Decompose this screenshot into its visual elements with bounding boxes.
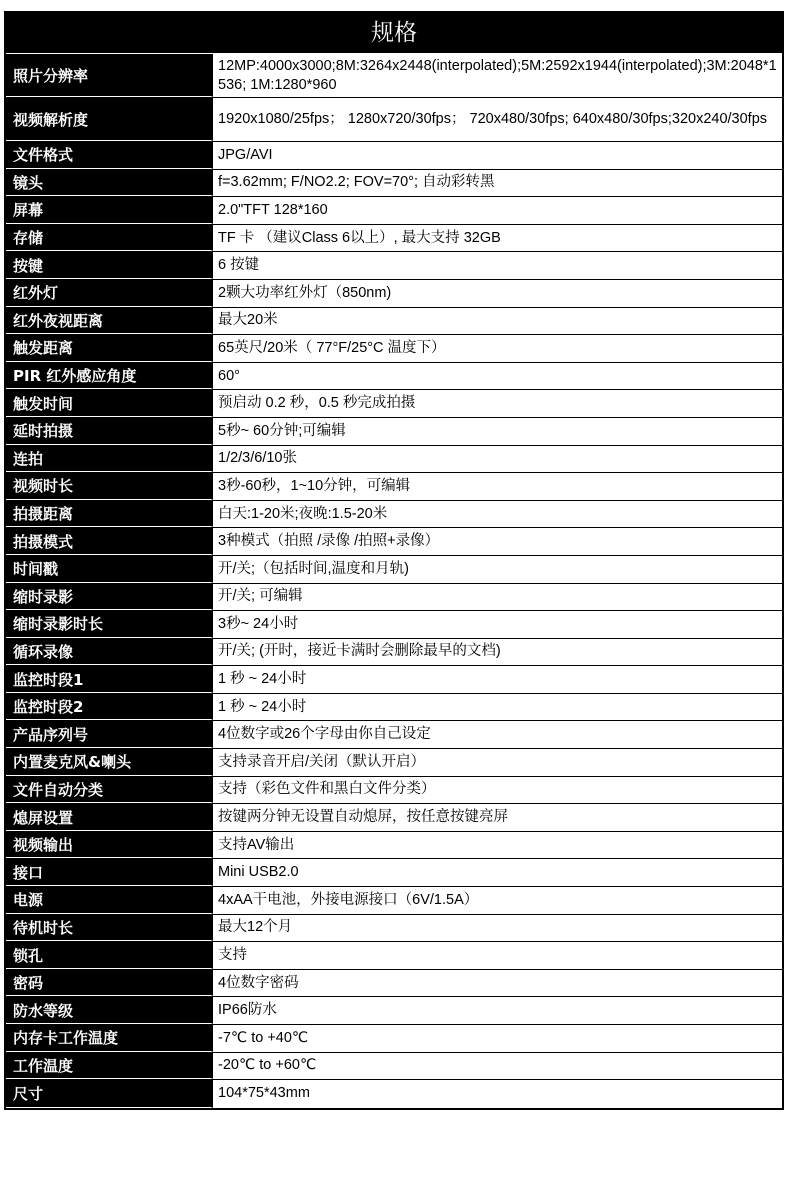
spec-row xyxy=(6,915,782,943)
spec-row xyxy=(6,390,782,418)
spec-value: 开/关;（包括时间,温度和月轨) xyxy=(213,556,782,583)
spec-label: 时间戳 xyxy=(6,556,213,583)
spec-value: 2.0"TFT 128*160 xyxy=(213,197,782,224)
spec-label: 循环录像 xyxy=(6,639,213,666)
spec-row xyxy=(6,887,782,915)
spec-value: 60° xyxy=(213,363,782,390)
spec-value: 按键两分钟无设置自动熄屏，按任意按键亮屏 xyxy=(213,804,782,831)
spec-row xyxy=(6,280,782,308)
spec-row xyxy=(6,942,782,970)
spec-value: 1/2/3/6/10张 xyxy=(213,446,782,473)
spec-value: IP66防水 xyxy=(213,997,782,1024)
spec-row xyxy=(6,446,782,474)
spec-label: 尺寸 xyxy=(6,1080,213,1108)
spec-label: 红外灯 xyxy=(6,280,213,307)
spec-value: f=3.62mm; F/NO2.2; FOV=70°; 自动彩转黑 xyxy=(213,170,782,197)
spec-label: 触发时间 xyxy=(6,390,213,417)
spec-label: 按键 xyxy=(6,252,213,279)
spec-row xyxy=(6,970,782,998)
spec-row xyxy=(6,997,782,1025)
spec-value: 4位数字或26个字母由你自己设定 xyxy=(213,721,782,748)
spec-row xyxy=(6,804,782,832)
spec-row xyxy=(6,501,782,529)
spec-label: 触发距离 xyxy=(6,335,213,362)
spec-row xyxy=(6,335,782,363)
spec-value: 3种模式（拍照 /录像 /拍照+录像） xyxy=(213,528,782,555)
spec-value: 3秒-60秒，1~10分钟，可编辑 xyxy=(213,473,782,500)
spec-value: 开/关; 可编辑 xyxy=(213,584,782,611)
spec-row xyxy=(6,584,782,612)
spec-row xyxy=(6,1025,782,1053)
spec-label: 监控时段2 xyxy=(6,694,213,721)
spec-label: 视频输出 xyxy=(6,832,213,859)
spec-row xyxy=(6,1080,782,1108)
spec-value: 支持（彩色文件和黑白文件分类） xyxy=(213,777,782,804)
spec-label: 屏幕 xyxy=(6,197,213,224)
spec-row xyxy=(6,142,782,170)
spec-label: 熄屏设置 xyxy=(6,804,213,831)
spec-label: 锁孔 xyxy=(6,942,213,969)
spec-value: -20℃ to +60℃ xyxy=(213,1053,782,1080)
spec-value: 2颗大功率红外灯（850nm) xyxy=(213,280,782,307)
spec-row xyxy=(6,418,782,446)
spec-label: 监控时段1 xyxy=(6,666,213,693)
spec-row xyxy=(6,694,782,722)
spec-row xyxy=(6,54,782,98)
spec-value: 3秒~ 24小时 xyxy=(213,611,782,638)
spec-value: -7℃ to +40℃ xyxy=(213,1025,782,1052)
spec-label: 缩时录影时长 xyxy=(6,611,213,638)
spec-value: JPG/AVI xyxy=(213,142,782,169)
spec-label: 防水等级 xyxy=(6,997,213,1024)
spec-rows xyxy=(6,54,782,1108)
spec-row xyxy=(6,859,782,887)
spec-value: 预启动 0.2 秒，0.5 秒完成拍摄 xyxy=(213,390,782,417)
spec-row xyxy=(6,252,782,280)
spec-row xyxy=(6,363,782,391)
spec-label: 存储 xyxy=(6,225,213,252)
spec-value: 65英尺/20米（ 77°F/25°C 温度下） xyxy=(213,335,782,362)
spec-label: 产品序列号 xyxy=(6,721,213,748)
spec-row xyxy=(6,556,782,584)
spec-row xyxy=(6,197,782,225)
spec-value: Mini USB2.0 xyxy=(213,859,782,886)
spec-value: 4位数字密码 xyxy=(213,970,782,997)
spec-value: 12MP:4000x3000;8M:3264x2448(interpolated);5M:2592x1944(interpolated);3M:2048*1536; 1M:1280*960 xyxy=(213,54,782,97)
spec-value: 开/关; (开时，接近卡满时会删除最早的文档) xyxy=(213,639,782,666)
spec-label: 工作温度 xyxy=(6,1053,213,1080)
spec-label: 缩时录影 xyxy=(6,584,213,611)
spec-label: 密码 xyxy=(6,970,213,997)
spec-value: 4xAA干电池，外接电源接口（6V/1.5A） xyxy=(213,887,782,914)
spec-value: 1 秒 ~ 24小时 xyxy=(213,694,782,721)
spec-label: 视频解析度 xyxy=(6,98,213,141)
spec-label: 延时拍摄 xyxy=(6,418,213,445)
spec-row xyxy=(6,639,782,667)
spec-row xyxy=(6,832,782,860)
spec-row xyxy=(6,98,782,142)
spec-row xyxy=(6,1053,782,1081)
spec-label: 待机时长 xyxy=(6,915,213,942)
spec-value: 白天:1-20米;夜晚:1.5-20米 xyxy=(213,501,782,528)
spec-label: 文件自动分类 xyxy=(6,777,213,804)
spec-value: 5秒~ 60分钟;可编辑 xyxy=(213,418,782,445)
spec-label: 视频时长 xyxy=(6,473,213,500)
spec-label: 拍摄距离 xyxy=(6,501,213,528)
spec-label: 内存卡工作温度 xyxy=(6,1025,213,1052)
spec-row xyxy=(6,666,782,694)
spec-value: 6 按键 xyxy=(213,252,782,279)
spec-label: 拍摄模式 xyxy=(6,528,213,555)
spec-row xyxy=(6,225,782,253)
spec-label: 镜头 xyxy=(6,170,213,197)
spec-value: 1920x1080/25fps； 1280x720/30fps； 720x480/30fps; 640x480/30fps;320x240/30fps xyxy=(213,98,782,141)
spec-row xyxy=(6,528,782,556)
spec-row xyxy=(6,473,782,501)
spec-value: TF 卡 （建议Class 6以上）, 最大支持 32GB xyxy=(213,225,782,252)
spec-row xyxy=(6,777,782,805)
spec-title: 规格 xyxy=(6,13,782,54)
spec-value: 支持 xyxy=(213,942,782,969)
spec-value: 支持AV输出 xyxy=(213,832,782,859)
spec-row xyxy=(6,308,782,336)
spec-table xyxy=(4,11,784,1110)
spec-label: 红外夜视距离 xyxy=(6,308,213,335)
spec-label: 接口 xyxy=(6,859,213,886)
spec-label: 连拍 xyxy=(6,446,213,473)
spec-row xyxy=(6,611,782,639)
spec-label: 电源 xyxy=(6,887,213,914)
spec-row xyxy=(6,749,782,777)
spec-row xyxy=(6,170,782,198)
spec-label: 内置麦克风&喇头 xyxy=(6,749,213,776)
spec-label: 文件格式 xyxy=(6,142,213,169)
spec-value: 支持录音开启/关闭（默认开启） xyxy=(213,749,782,776)
spec-label: PIR 红外感应角度 xyxy=(6,363,213,390)
spec-row xyxy=(6,721,782,749)
spec-value: 最大20米 xyxy=(213,308,782,335)
spec-value: 104*75*43mm xyxy=(213,1080,782,1108)
spec-value: 1 秒 ~ 24小时 xyxy=(213,666,782,693)
spec-value: 最大12个月 xyxy=(213,915,782,942)
spec-label: 照片分辨率 xyxy=(6,54,213,97)
